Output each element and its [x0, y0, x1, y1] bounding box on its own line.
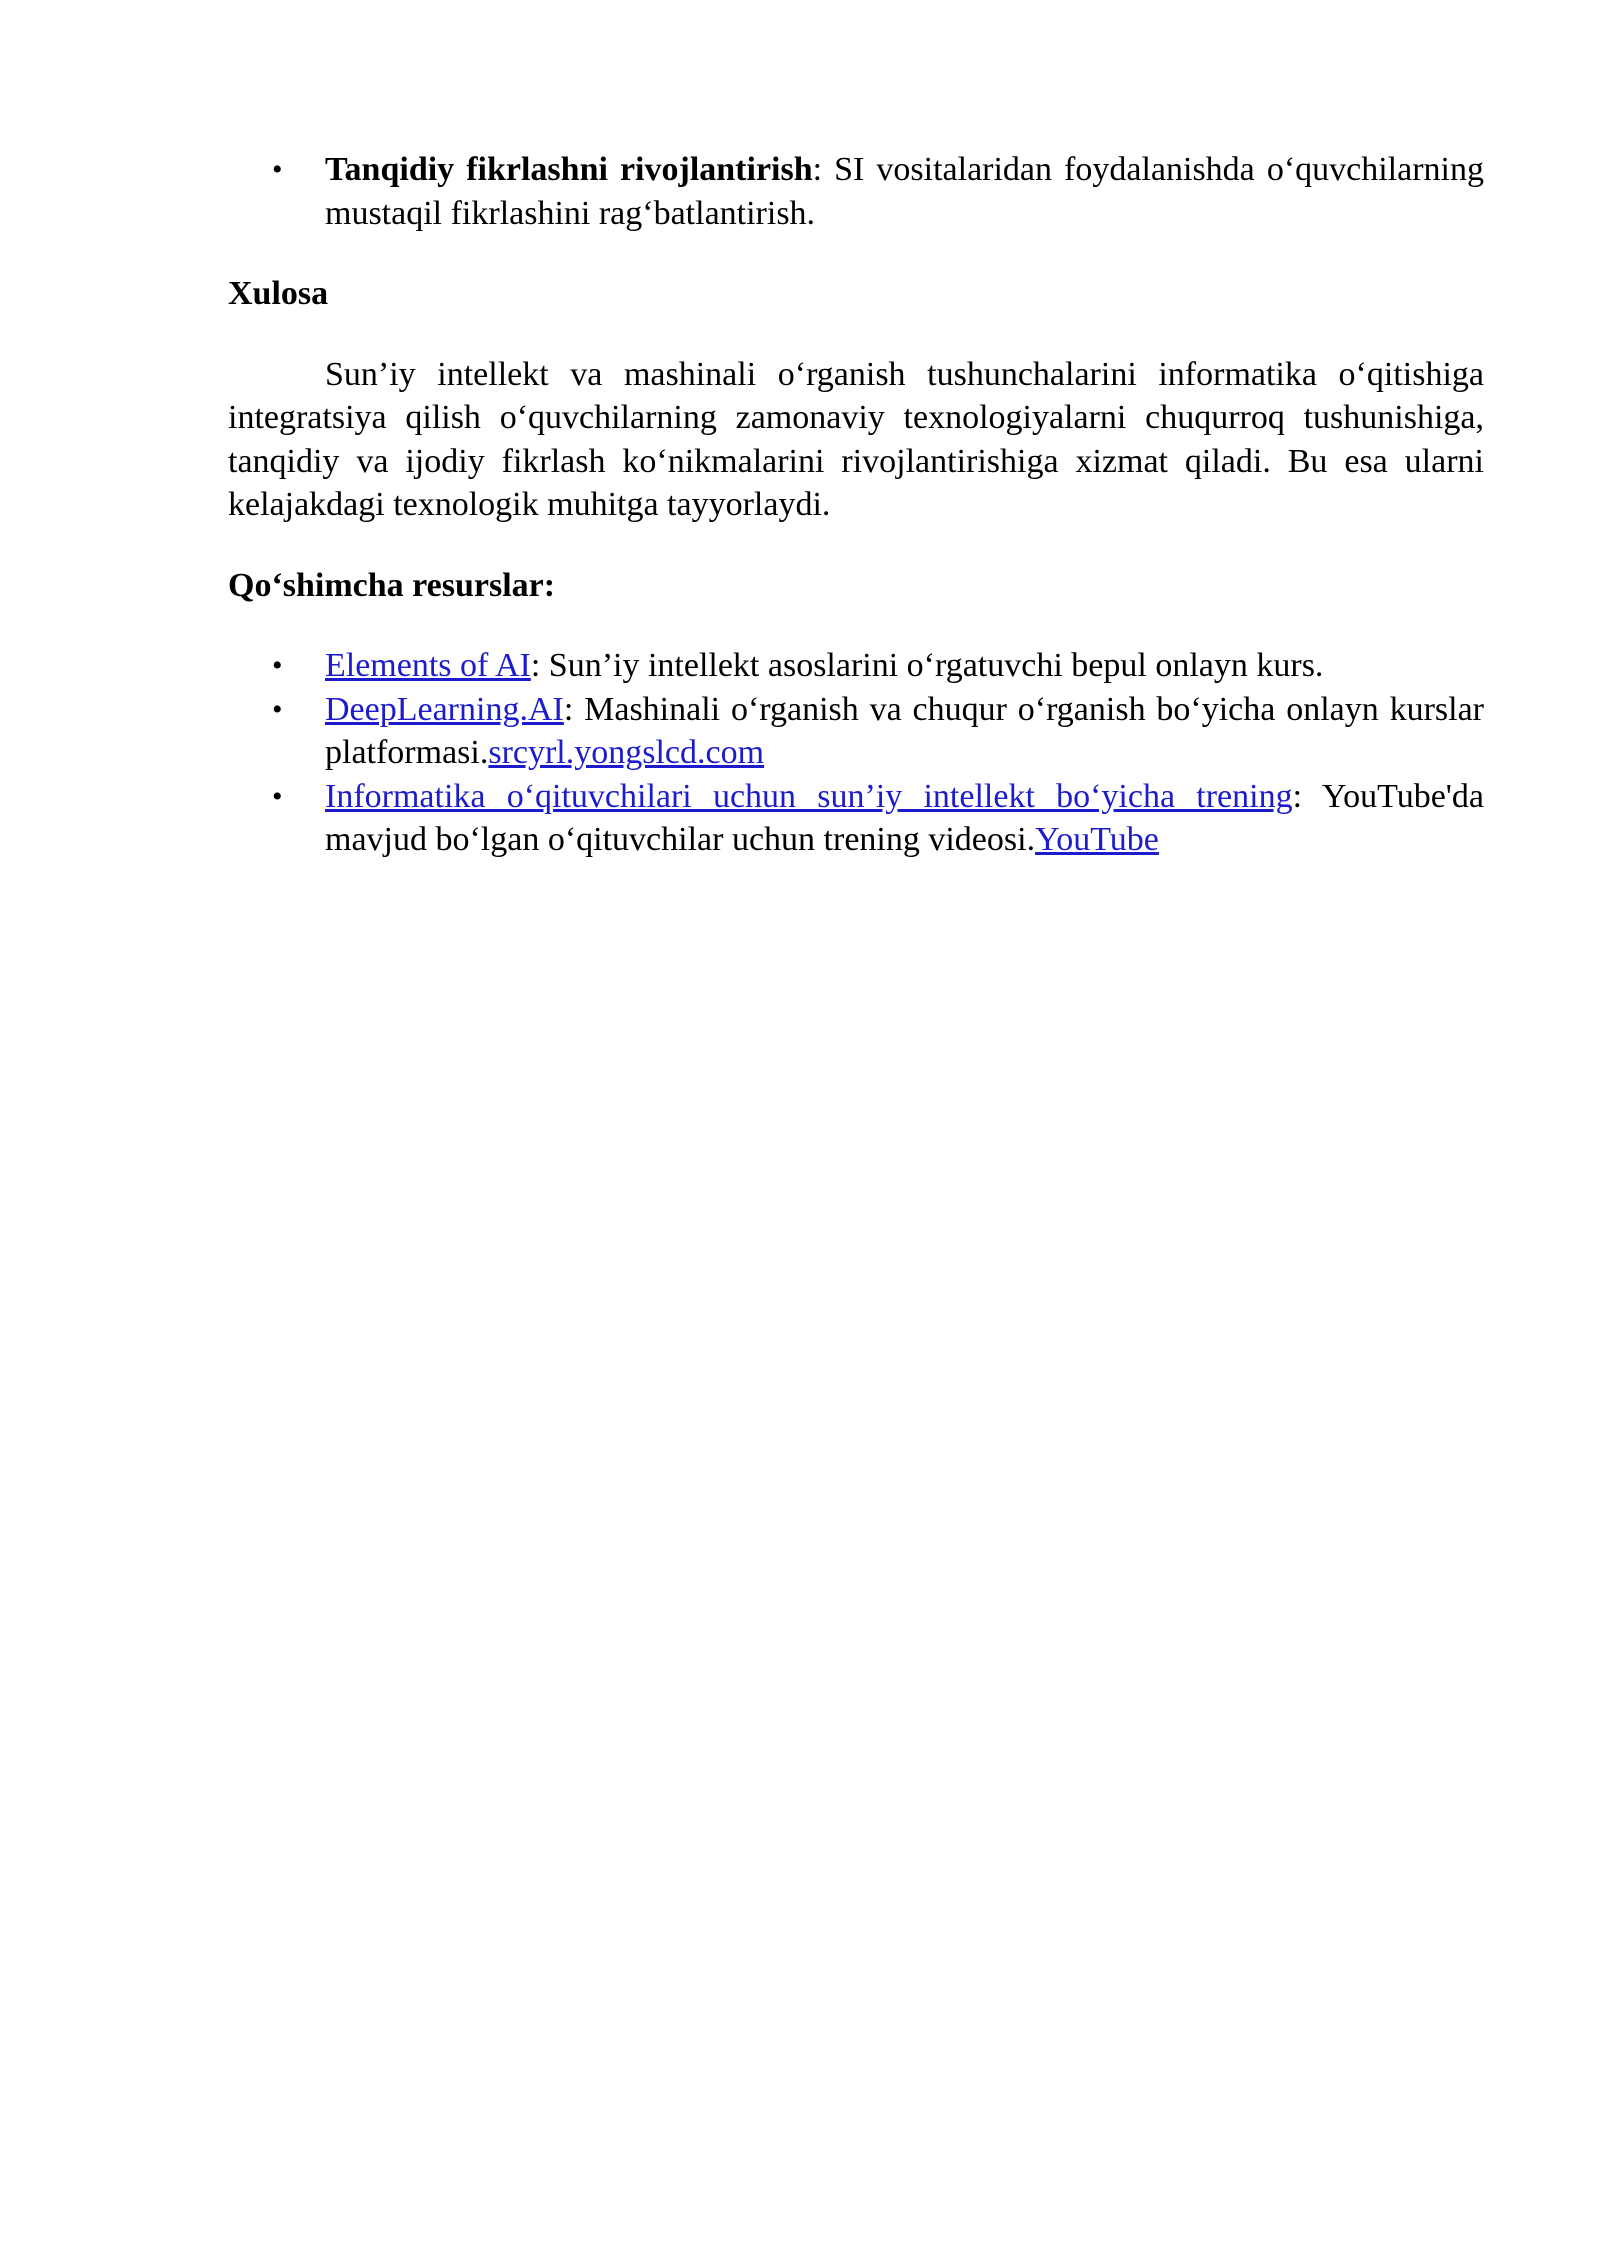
conclusion-paragraph: Sun’iy intellekt va mashinali o‘rganish tushunchalarini informatika o‘qitishiga integratsiya qilish o‘quvchilarning zamonaviy texnologiyalarni chuqurroq tushunishiga, tanqidiy va ijodiy fikrlash ko‘nikmalarini rivojlantirishiga xizmat qiladi. Bu esa ularni kelajakdagi texnologik muhitga tayyorlaydi.	[228, 355, 1484, 523]
resource-description: : Mashinali o‘rganish va chuqur o‘rganish bo‘yicha onlayn kurslar platformasi.	[325, 690, 1484, 771]
resource-link-elements-of-ai[interactable]: Elements of AI	[325, 647, 531, 684]
resource-link-training[interactable]: Informatika o‘qituvchilari uchun sun’iy intellekt bo‘yicha trening	[325, 777, 1293, 815]
resource-item	[228, 775, 1484, 862]
resource-link-deeplearning-ai[interactable]: DeepLearning.AI	[325, 690, 564, 728]
resource-description: : YouTube'da mavjud bo‘lgan o‘qituvchilar uchun trening videosi.	[325, 777, 1485, 858]
document-page	[228, 148, 1484, 862]
list-item-term: Tanqidiy fikrlashni rivojlantirish	[325, 151, 813, 188]
resources-list	[228, 644, 1484, 862]
top-bullet-list	[228, 148, 1484, 235]
resources-heading: Qo‘shimcha resurslar:	[228, 566, 556, 604]
list-item-text: : SI vositalaridan foydalanishda o‘quvchilarning mustaqil fikrlashini rag‘batlantirish.	[325, 151, 1484, 232]
resource-item	[228, 644, 1484, 688]
conclusion-heading: Xulosa	[228, 275, 329, 312]
resource-item	[228, 688, 1484, 775]
resource-description: : Sun’iy intellekt asoslarini o‘rgatuvchi bepul onlayn kurs.	[530, 647, 1324, 684]
resource-source-link-youtube[interactable]: YouTube	[1035, 821, 1159, 858]
list-item	[228, 148, 1484, 235]
resource-source-link[interactable]: srcyrl.yongslcd.com	[488, 734, 765, 771]
